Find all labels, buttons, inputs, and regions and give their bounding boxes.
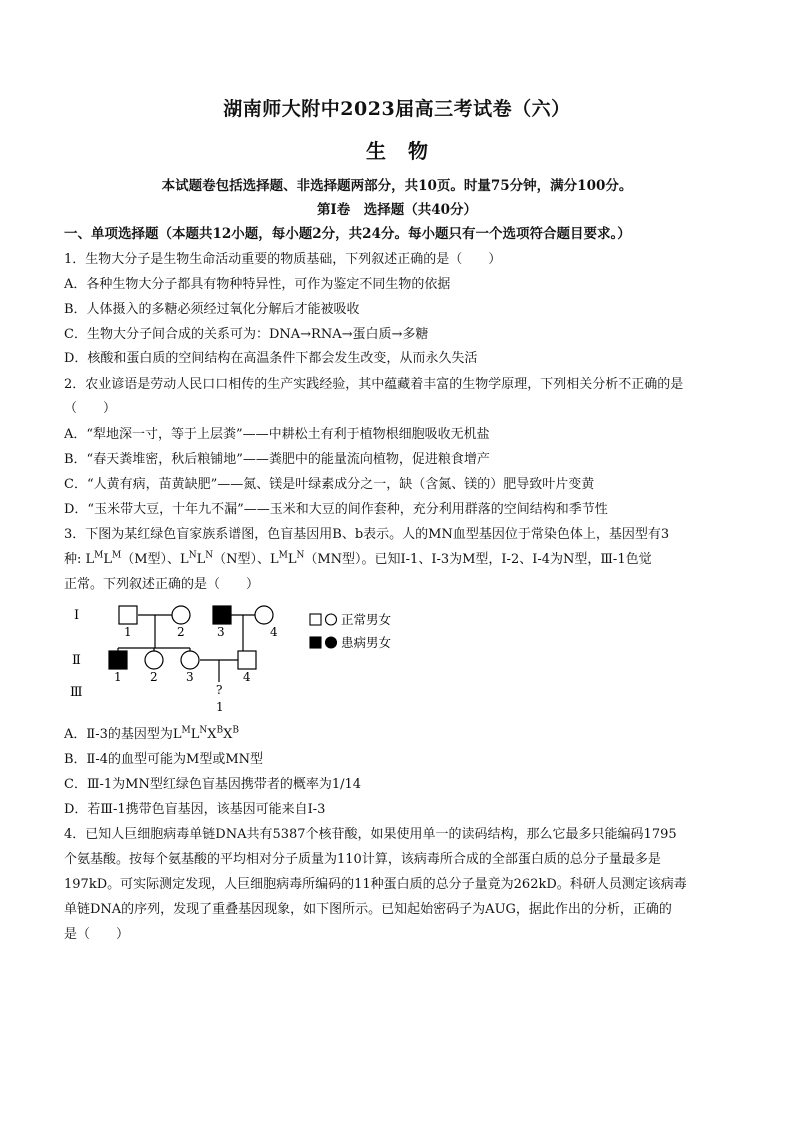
pedigree-I-4-label: 4: [270, 625, 278, 639]
q4-stem-line4: 单链DNA的序列，发现了重叠基因现象，如下图所示。已知起始密码子为AUG，据此作出的分析，正确的: [64, 902, 672, 917]
q2-option-d: D．“玉米带大豆，十年九不漏”——玉米和大豆的间作套种，充分利用群落的空间结构和季节性: [64, 502, 608, 517]
q3-option-a: A．Ⅱ-3的基因型为$L^ML^NX^BX^B$: [64, 725, 240, 742]
pedigree-III-1-label: 1: [216, 700, 224, 714]
q4-stem-line3: 197kD。可实际测定发现，人巨细胞病毒所编码的11种蛋白质的总分子量竟为262kD。科研人员测定该病毒: [64, 877, 687, 892]
pedigree-I-3-affected-male: [213, 606, 231, 624]
q2-option-b: B．“春天粪堆密，秋后粮铺地”——粪肥中的能量流向植物，促进粮食增产: [64, 452, 490, 467]
exam-intro: 本试题卷包括选择题、非选择题两部分，共10页。时量75分钟，满分100分。: [161, 178, 633, 194]
section-heading: 一、单项选择题（本题共12小题，每小题2分，共24分。每小题只有一个选项符合题目要求。）: [64, 226, 631, 242]
pedigree-II-1-label: 1: [114, 670, 122, 684]
pedigree-I-1-normal-male: [119, 606, 137, 624]
q3-stem-line2: 种: $L^ML^M(M$型）、$L^NL^N(N$型）、$L^ML^N(MN$型）。已知Ⅰ-1、Ⅰ-3为M型，Ⅰ-2、Ⅰ-4为N型，Ⅲ-1色觉: [64, 550, 652, 567]
legend-affected-female-icon: [326, 637, 337, 648]
q2-option-a: A．“犁地深一寸，等于上层粪”——中耕松土有利于植物根细胞吸收无机盐: [64, 427, 490, 442]
q3-option-d: D．若Ⅲ-1携带色盲基因，该基因可能来自Ⅰ-3: [64, 802, 326, 817]
pedigree-I-4-normal-female: [255, 606, 273, 624]
q3-option-c: C．Ⅲ-1为MN型红绿色盲基因携带者的概率为1/14: [64, 777, 362, 792]
q1-stem: 1．生物大分子是生物生命活动重要的物质基础，下列叙述正确的是（ ）: [64, 252, 502, 267]
q1-option-b: B．人体摄入的多糖必须经过氧化分解后才能被吸收: [64, 302, 360, 317]
pedigree-II-2-label: 2: [150, 670, 158, 684]
q2-stem-line1: 2．农业谚语是劳动人民口口相传的生产实践经验，其中蕴藏着丰富的生物学原理，下列相关分析不正确的是: [64, 377, 684, 392]
pedigree-I-2-label: 2: [177, 625, 185, 639]
pedigree-I-1-label: 1: [124, 625, 132, 639]
q1-option-d: D．核酸和蛋白质的空间结构在高温条件下都会发生改变，从而永久失活: [64, 351, 478, 366]
exam-title: 湖南师大附中2023届高三考试卷（六）: [223, 98, 571, 120]
pedigree-II-4-label: 4: [243, 670, 251, 684]
legend-affected-label: 患病男女: [341, 635, 392, 650]
gen-label-2: Ⅱ: [72, 653, 81, 668]
pedigree-chart: [60, 598, 420, 720]
q1-option-a: A．各种生物大分子都具有物种特异性，可作为鉴定不同生物的依据: [64, 277, 451, 292]
q2-stem-line2: （ ）: [64, 401, 117, 416]
subject-title: 生物: [366, 139, 450, 163]
volume-heading: 第Ⅰ卷 选择题（共40分）: [316, 202, 478, 218]
legend-affected-male-icon: [310, 637, 321, 648]
q4-stem-line5: 是（ ）: [64, 927, 130, 942]
q3-stem-line1: 3．下图为某红绿色盲家族系谱图，色盲基因用B、b表示。人的MN血型基因位于常染色体上，基因型有3: [64, 527, 670, 542]
gen-label-3: Ⅲ: [70, 685, 83, 700]
pedigree-I-2-normal-female: [172, 606, 190, 624]
pedigree-II-1-affected-male: [109, 651, 127, 669]
legend-normal-female-icon: [326, 614, 337, 625]
q2-option-c: C．“人黄有病，苗黄缺肥”——氮、镁是叶绿素成分之一，缺（含氮、镁的）肥导致叶片变黄: [64, 477, 595, 492]
pedigree-II-4-normal-male: [238, 651, 256, 669]
pedigree-I-3-label: 3: [217, 625, 225, 639]
q3-stem-line3: 正常。下列叙述正确的是（ ）: [64, 577, 260, 592]
legend-normal-label: 正常男女: [341, 612, 392, 627]
q1-option-c: C．生物大分子间合成的关系可为：DNA→RNA→蛋白质→多糖: [64, 327, 429, 342]
pedigree-III-1-unknown: ?: [216, 683, 223, 697]
pedigree-II-2-normal-female: [145, 651, 163, 669]
gen-label-1: Ⅰ: [74, 608, 80, 623]
legend-normal-male-icon: [310, 614, 321, 625]
q4-stem-line1: 4．已知人巨细胞病毒单链DNA共有5387个核苷酸，如果使用单一的读码结构，那么它最多只能编码1795: [64, 827, 677, 842]
pedigree-II-3-label: 3: [186, 670, 194, 684]
pedigree-II-3-normal-female: [181, 651, 199, 669]
q4-stem-line2: 个氨基酸。按每个氨基酸的平均相对分子质量为110计算，该病毒所合成的全部蛋白质的总分子量最多是: [64, 852, 661, 867]
q3-option-b: B．Ⅱ-4的血型可能为M型或MN型: [64, 752, 264, 767]
